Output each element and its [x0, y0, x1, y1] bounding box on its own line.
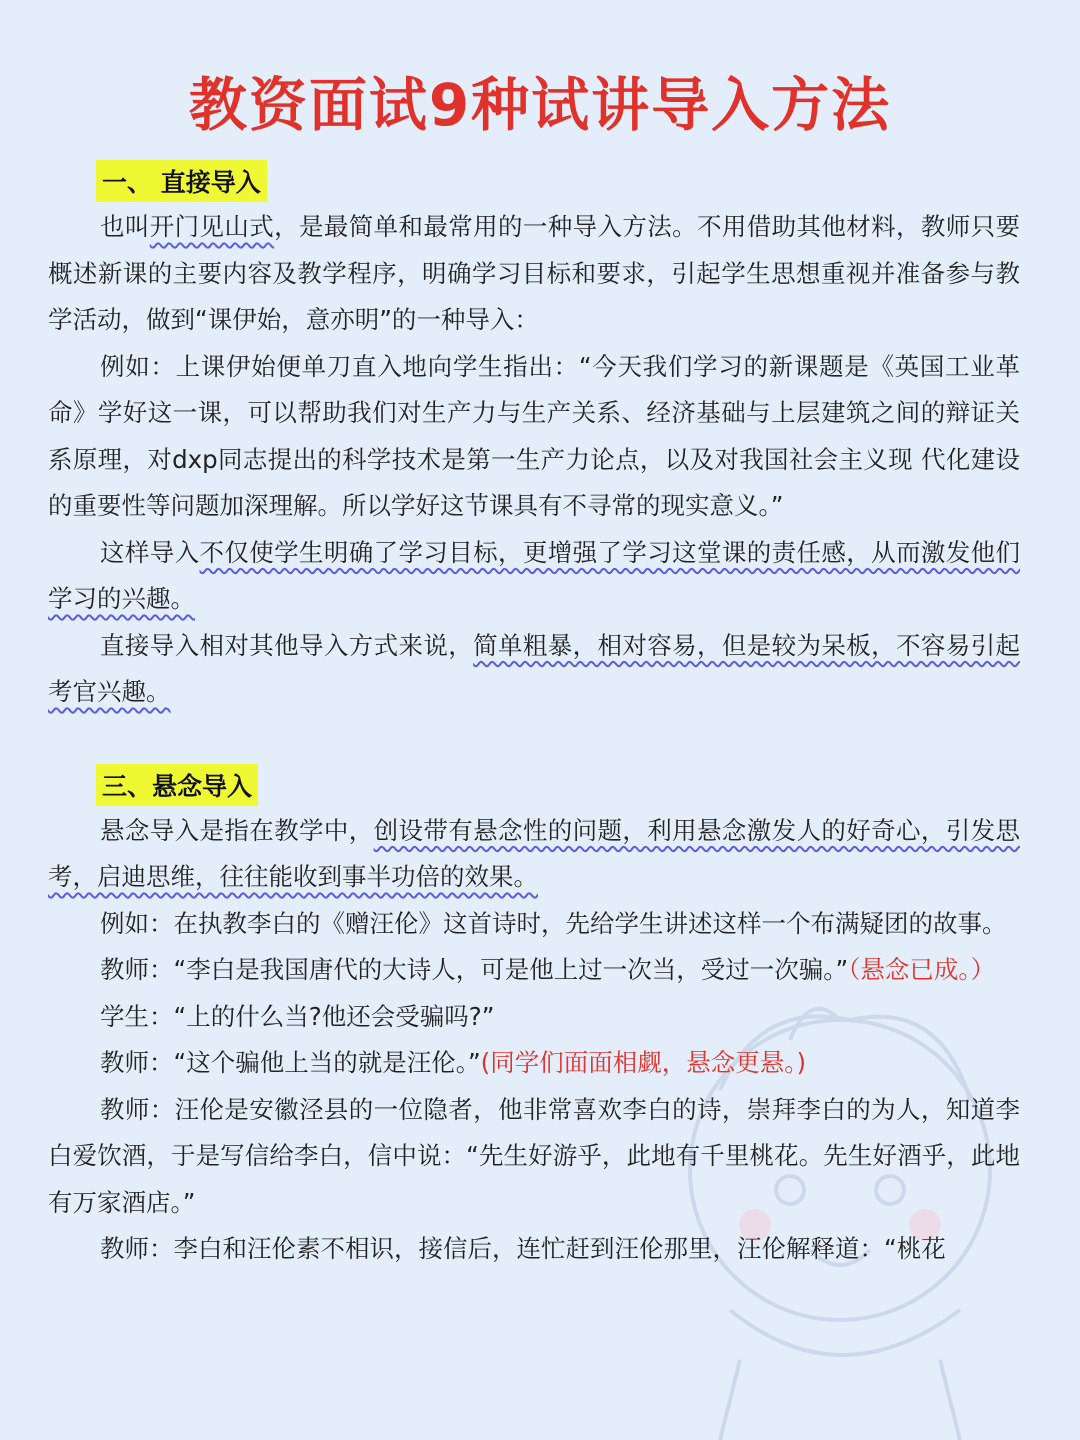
paragraph	[48, 947, 1020, 994]
text-span: 教师：“李白是我国唐代的大诗人，可是他上过一次当，受过一次骗。”	[100, 955, 849, 984]
paragraph	[48, 1040, 1020, 1087]
paragraph: 例如：在执教李白的《赠汪伦》这首诗时，先给学生讲述这样一个布满疑团的故事。	[100, 908, 1007, 938]
text-span: 直接导入相对其他导入方式来说，	[100, 630, 474, 660]
paragraph: 学生：“上的什么当?他还会受骗吗?”	[100, 1001, 495, 1031]
article-body	[48, 158, 1020, 1273]
paragraph: 教师：李白和汪伦素不相识，接信后，连忙赶到汪伦那里，汪伦解释道：“桃花	[100, 1234, 946, 1263]
paragraph	[48, 623, 1020, 716]
underlined-text: 不仅使学生明确了学习目标，更增强了学习这堂课的责任感，从而激发他们学习的兴趣。	[48, 537, 1020, 613]
underlined-text: 开门见山式	[149, 212, 275, 241]
page-title: 教资面试9种试讲导入方法	[188, 71, 892, 139]
spacer	[48, 716, 1020, 762]
section-heading-suspense	[48, 762, 1020, 808]
underlined-text: 创设带有悬念性的问题，利用悬念激发人的好奇心，引发思考，启迪思维，往往能收到事半功倍的效果。	[48, 815, 1020, 891]
red-annotation: （悬念已成。）	[848, 955, 996, 984]
paragraph: 例如：上课伊始便单刀直入地向学生指出：“今天我们学习的新课题是《英国工业革命》学好这一课，可以帮助我们对生产力与生产关系、经济基础与上层建筑之间的辩证关系原理，对dxp同志提出的科学技术是第一生产力论点，以及对我国社会主义现 代化建设的重要性等问题加深理解。所以学好这节课具有不寻常的现实意义。”	[48, 351, 1020, 520]
underlined-text: 简单粗暴，相对容易，但是较为呆板，不容易引起考官兴趣。	[48, 630, 1020, 706]
text-span: 教师：“这个骗他上当的就是汪伦。”	[100, 1048, 481, 1077]
section-heading-label: 三、悬念导入	[96, 764, 258, 806]
paragraph: 教师：汪伦是安徽泾县的一位隐者，他非常喜欢李白的诗，崇拜李白的为人，知道李白爱饮酒，于是写信给李白，信中说：“先生好游乎，此地有千里桃花。先生好酒乎，此地有万家酒店。”	[48, 1094, 1020, 1217]
text-span: ，是最简单和最常用的一种导入方法。不用借助其他材料，教师只要概述新课的主要内容及教学程序，明确学习目标和要求，引起学生思想重视并准备参与教学活动，做到“课伊始，意亦明”的一种导入：	[48, 212, 1020, 334]
text-span: 也叫	[100, 212, 150, 241]
section-heading-direct	[48, 158, 1020, 204]
paragraph	[48, 530, 1020, 623]
paragraph	[48, 204, 1020, 344]
section-heading-label: 一、 直接导入	[96, 160, 267, 202]
red-annotation: (同学们面面相觑，悬念更悬。)	[480, 1048, 807, 1077]
text-span: 这样导入	[100, 537, 200, 567]
paragraph	[48, 808, 1020, 901]
text-span: 悬念导入是指在教学中，	[100, 815, 374, 845]
